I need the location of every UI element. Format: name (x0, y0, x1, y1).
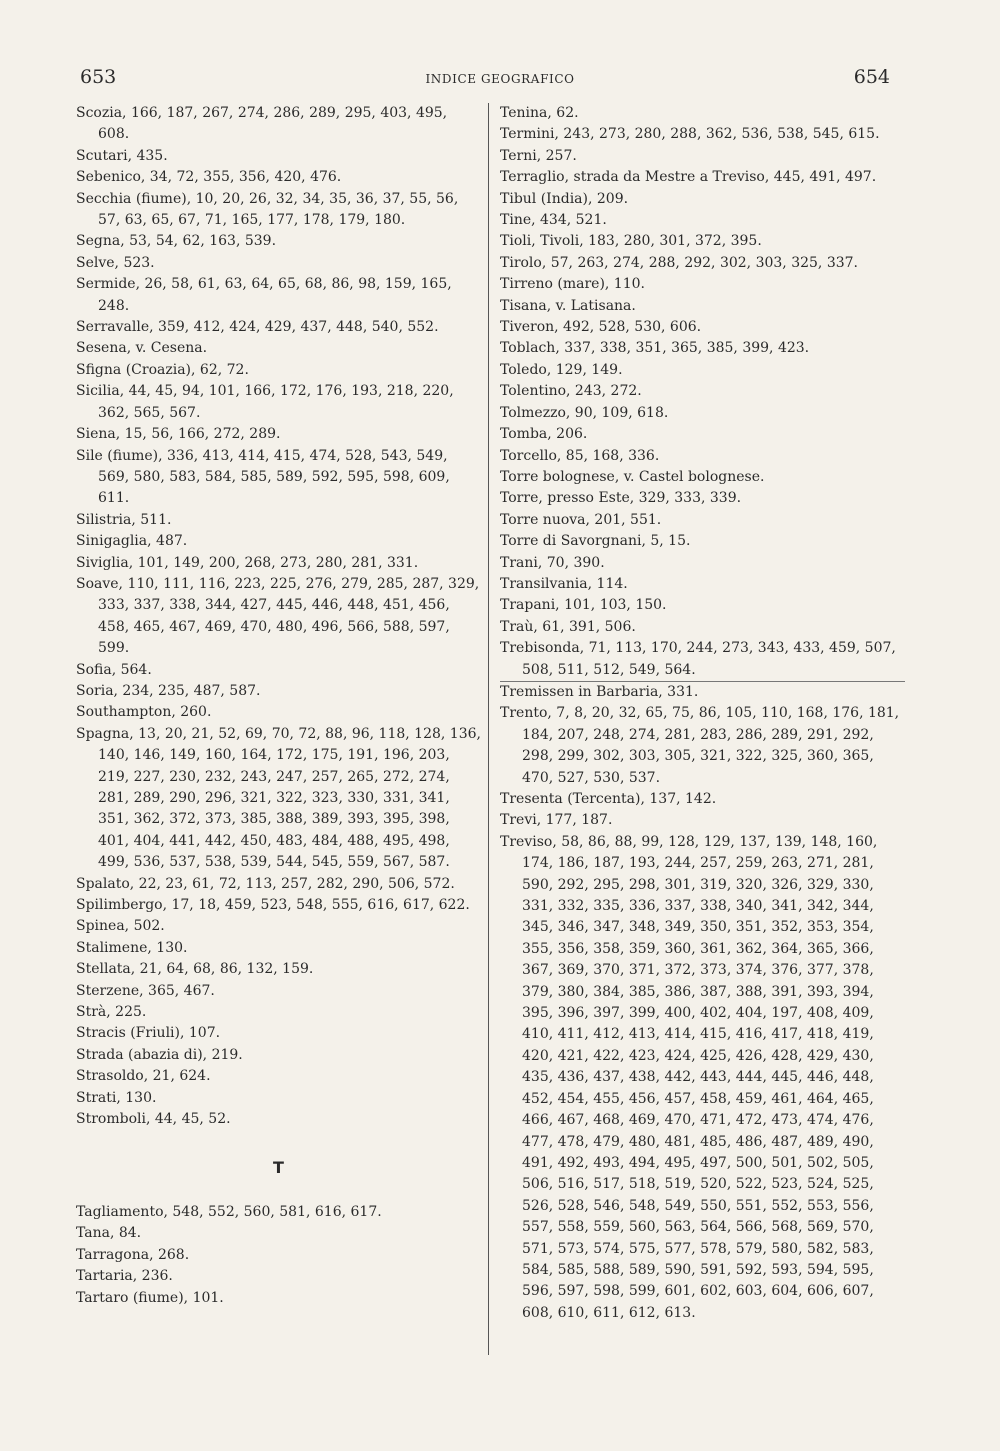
page-header (0, 66, 1000, 96)
index-entry: Sfigna (Croazia), 62, 72. (76, 361, 249, 378)
index-entry: Siviglia, 101, 149, 200, 268, 273, 280, 281, 331. (76, 554, 419, 571)
left-index-column (76, 103, 481, 1309)
index-entry: Spinea, 502. (76, 918, 165, 935)
index-entry: Strà, 225. (76, 1004, 147, 1021)
index-entry: Tioli, Tivoli, 183, 280, 301, 372, 395. (500, 233, 762, 250)
index-entry: Strati, 130. (76, 1089, 157, 1106)
index-entry: Tine, 434, 521. (500, 212, 607, 229)
index-entry: Strasoldo, 21, 624. (76, 1068, 211, 1085)
index-entry: Siena, 15, 56, 166, 272, 289. (76, 426, 281, 443)
index-entry: Treviso, 58, 86, 88, 99, 128, 129, 137, 139, 148, 160, 174, 186, 187, 193, 244, 257, 259, 263, 271, 281, 590, 292, 295, 298, 301, 319, 320, 326, 329, 330, 331, 332, 335, 336, 337, 338, 340, 341, 342, 344, 345, 346, 347, 348, 349, 350, 351, 352, 353, 354, 355, 356, 358, 359, 360, 361, 362, 364, 365, 366, 367, 369, 370, 371, 372, 373, 374, 376, 377, 378, 379, 380, 384, 385, 386, 387, 388, 391, 393, 394, 395, 396, 397, 399, 400, 402, 404, 197, 408, 409, 410, 411, 412, 413, 414, 415, 416, 417, 418, 419, 420, 421, 422, 423, 424, 425, 426, 428, 429, 430, 435, 436, 437, 438, 442, 443, 444, 445, 446, 448, 452, 454, 455, 456, 457, 458, 459, 461, 464, 465, 466, 467, 468, 469, 470, 471, 472, 473, 474, 476, 477, 478, 479, 480, 481, 485, 486, 487, 489, 490, 491, 492, 493, 494, 495, 497, 500, 501, 502, 505, 506, 516, 517, 518, 519, 520, 522, 523, 524, 525, 526, 528, 546, 548, 549, 550, 551, 552, 553, 556, 557, 558, 559, 560, 563, 564, 566, 568, 569, 570, 571, 573, 574, 575, 577, 578, 579, 580, 582, 583, 584, 585, 588, 589, 590, 591, 592, 593, 594, 595, 596, 597, 598, 599, 601, 602, 603, 604, 606, 607, 608, 610, 611, 612, 613. (500, 833, 878, 1321)
index-entry: Tana, 84. (76, 1225, 142, 1242)
running-title: INDICE GEOGRAFICO (425, 72, 575, 86)
index-entry: Soria, 234, 235, 487, 587. (76, 682, 261, 699)
index-entry: Sebenico, 34, 72, 355, 356, 420, 476. (76, 169, 342, 186)
index-entry: Toledo, 129, 149. (500, 361, 623, 378)
index-entry: Trebisonda, 71, 113, 170, 244, 273, 343, 433, 459, 507, 508, 511, 512, 549, 564. (500, 640, 896, 678)
index-entry: Southampton, 260. (76, 704, 212, 721)
index-entry: Silistria, 511. (76, 511, 172, 528)
index-entry: Tomba, 206. (500, 426, 588, 443)
right-index-column (500, 103, 905, 1324)
column-divider (488, 103, 489, 1355)
index-entry: Termini, 243, 273, 280, 288, 362, 536, 538, 545, 615. (500, 126, 880, 143)
index-entry: Sinigaglia, 487. (76, 533, 188, 550)
index-entry: Tartaria, 236. (76, 1268, 173, 1285)
index-entry: Selve, 523. (76, 254, 155, 271)
index-entry: Tolmezzo, 90, 109, 618. (500, 404, 669, 421)
index-entry: Sofia, 564. (76, 661, 152, 678)
index-entry: Segna, 53, 54, 62, 163, 539. (76, 233, 277, 250)
index-entry: Stromboli, 44, 45, 52. (76, 1111, 231, 1128)
index-entry: Terni, 257. (500, 147, 577, 164)
index-entry: Torre, presso Este, 329, 333, 339. (500, 490, 742, 507)
index-entry: Sicilia, 44, 45, 94, 101, 166, 172, 176, 193, 218, 220, 362, 565, 567. (76, 383, 454, 421)
index-entry: Sesena, v. Cesena. (76, 340, 208, 357)
index-entry: Trevi, 177, 187. (500, 812, 613, 829)
index-entry: Trapani, 101, 103, 150. (500, 597, 667, 614)
index-entry: Stalimene, 130. (76, 939, 188, 956)
index-entry: Serravalle, 359, 412, 424, 429, 437, 448, 540, 552. (76, 319, 439, 336)
index-entry: Scozia, 166, 187, 267, 274, 286, 289, 295, 403, 495, 608. (76, 105, 448, 143)
page-number-left: 653 (80, 66, 117, 88)
index-entry: Secchia (fiume), 10, 20, 26, 32, 34, 35, 36, 37, 55, 56, 57, 63, 65, 67, 71, 165, 177, 178, 179, 180. (76, 190, 459, 229)
index-entry: Torre bolognese, v. Castel bolognese. (500, 468, 765, 485)
index-entry: Torre nuova, 201, 551. (500, 511, 662, 528)
index-entry: Spilimbergo, 17, 18, 459, 523, 548, 555, 616, 617, 622. (76, 897, 470, 914)
index-entry: Tremissen in Barbaria, 331. (500, 681, 905, 703)
index-entry: Sermide, 26, 58, 61, 63, 64, 65, 68, 86, 98, 159, 165, 248. (76, 276, 452, 314)
index-entry: Terraglio, strada da Mestre a Treviso, 445, 491, 497. (500, 169, 877, 186)
index-entry: Tibul (India), 209. (500, 190, 629, 207)
index-entry: Stracis (Friuli), 107. (76, 1025, 221, 1042)
index-entry: Torre di Savorgnani, 5, 15. (500, 533, 691, 550)
index-entry: Tresenta (Tercenta), 137, 142. (500, 791, 717, 807)
index-entry: Torcello, 85, 168, 336. (500, 447, 660, 464)
index-entry: Tiveron, 492, 528, 530, 606. (500, 319, 702, 336)
index-entry: Stellata, 21, 64, 68, 86, 132, 159. (76, 961, 314, 978)
index-entry: Tartaro (fiume), 101. (76, 1289, 224, 1306)
index-entry: Tirolo, 57, 263, 274, 288, 292, 302, 303, 325, 337. (500, 254, 858, 271)
index-entry: Strada (abazia di), 219. (76, 1046, 243, 1063)
index-entry: Sterzene, 365, 467. (76, 982, 215, 999)
index-entry: Tagliamento, 548, 552, 560, 581, 616, 617. (76, 1203, 382, 1220)
section-letter-heading: T (273, 1157, 284, 1177)
index-entry: Scutari, 435. (76, 147, 168, 164)
index-entry: Spagna, 13, 20, 21, 52, 69, 70, 72, 88, 96, 118, 128, 136, 140, 146, 149, 160, 164, 172, 175, 191, 196, 203, 219, 227, 230, 232, 243, 247, 257, 265, 272, 274, 281, 289, 290, 296, 321, 322, 323, 330, 331, 341, 351, 362, 372, 373, 385, 388, 389, 393, 395, 398, 401, 404, 441, 442, 450, 483, 484, 488, 495, 498, 499, 536, 537, 538, 539, 544, 545, 559, 567, 587. (76, 725, 481, 871)
index-entry: Trento, 7, 8, 20, 32, 65, 75, 86, 105, 110, 168, 176, 181, 184, 207, 248, 274, 281, 283, 286, 289, 291, 292, 298, 299, 302, 303, 305, 321, 322, 325, 360, 365, 470, 527, 530, 537. (500, 705, 900, 786)
index-entry: Tirreno (mare), 110. (500, 276, 645, 293)
index-entry: Sile (fiume), 336, 413, 414, 415, 474, 528, 543, 549, 569, 580, 583, 584, 585, 589, 592, 595, 598, 609, 611. (76, 447, 450, 507)
index-entry: Tisana, v. Latisana. (500, 297, 636, 314)
index-entry: Tarragona, 268. (76, 1246, 190, 1263)
index-entry: Toblach, 337, 338, 351, 365, 385, 399, 423. (500, 340, 810, 357)
index-entry: Tenina, 62. (500, 105, 579, 121)
index-entry: Transilvania, 114. (500, 575, 628, 592)
page-number-right: 654 (853, 66, 890, 88)
index-entry: Trani, 70, 390. (500, 554, 605, 571)
index-entry: Spalato, 22, 23, 61, 72, 113, 257, 282, 290, 506, 572. (76, 875, 455, 892)
index-entry: Tolentino, 243, 272. (500, 383, 642, 400)
index-entry: Soave, 110, 111, 116, 223, 225, 276, 279, 285, 287, 329, 333, 337, 338, 344, 427, 445, 446, 448, 451, 456, 458, 465, 467, 469, 470, 480, 496, 566, 588, 597, 599. (76, 575, 480, 657)
index-entry: Traù, 61, 391, 506. (500, 618, 636, 635)
